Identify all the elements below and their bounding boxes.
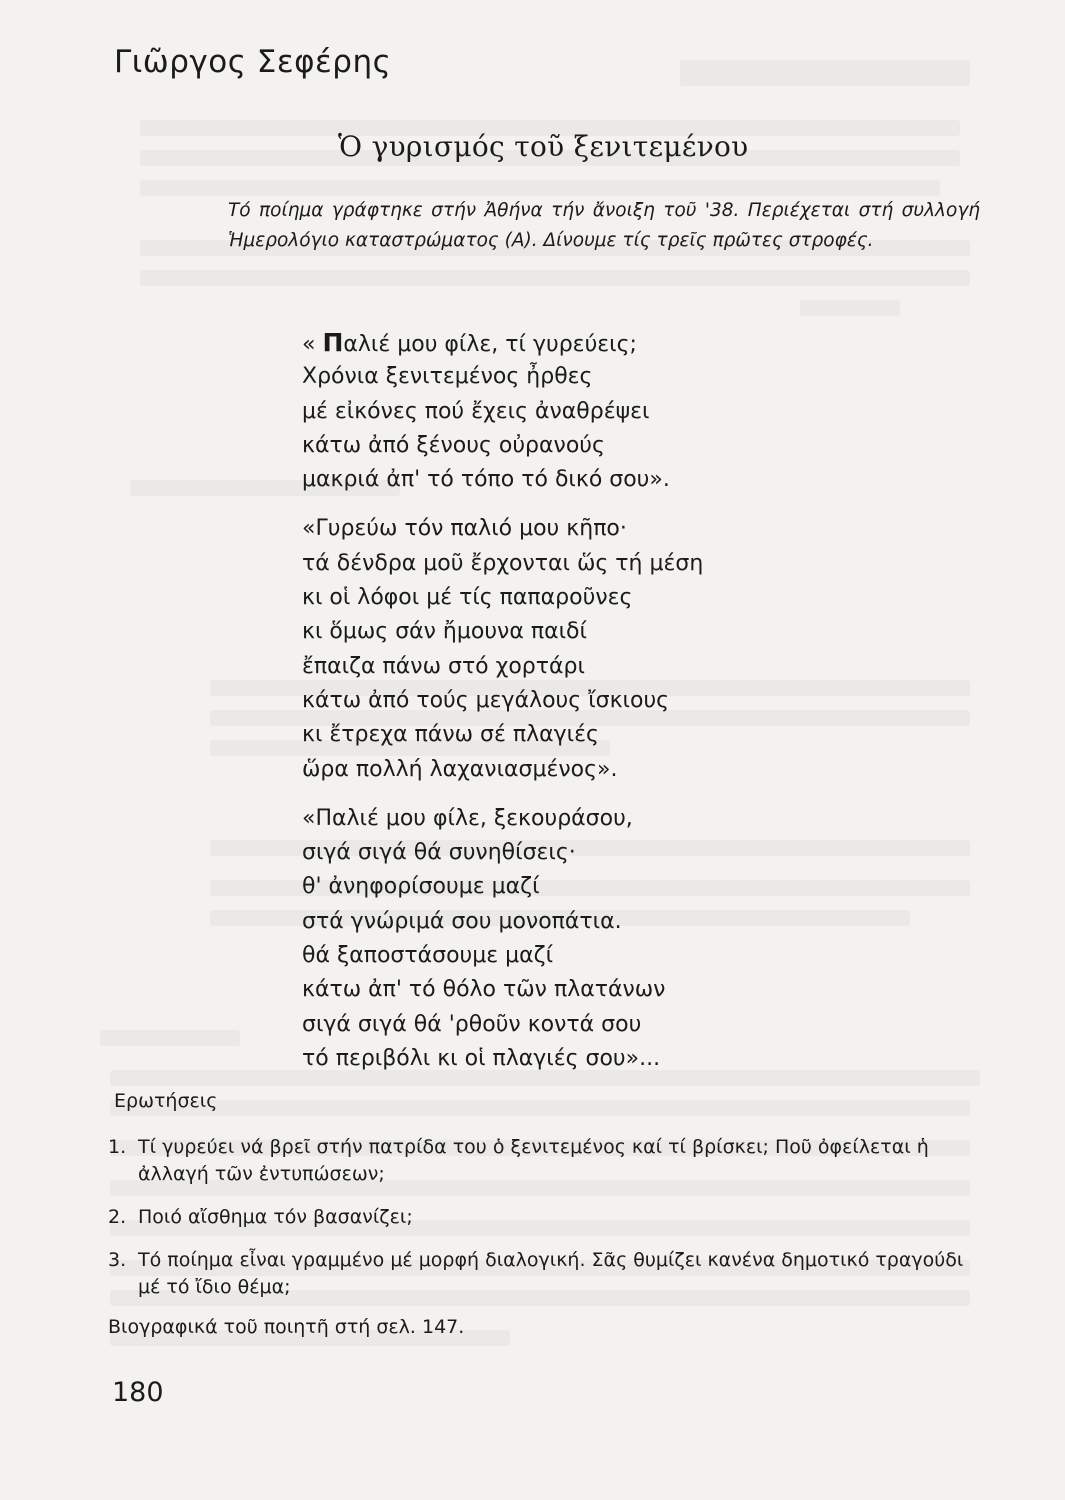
- poem-line: στά γνώριμά σου μονοπάτια.: [302, 908, 622, 934]
- author-name: Γιῶργος Σεφέρης: [114, 44, 392, 80]
- poem-line: κάτω ἀπ' τό θόλο τῶν πλατάνων: [302, 977, 666, 1003]
- poem-line: θ' ἀνηφορίσουμε μαζί: [302, 874, 540, 900]
- poem-line: κάτω ἀπό ξένους οὐρανούς: [302, 432, 605, 458]
- question-item: [108, 1204, 978, 1231]
- questions-heading: Ερωτήσεις: [114, 1090, 218, 1112]
- poem-title: Ὁ γυρισμός τοῦ ξενιτεμένου: [338, 130, 749, 163]
- poem-line: θά ξαποστάσουμε μαζί: [302, 943, 554, 969]
- poem-line: [302, 326, 822, 360]
- stanza-1: [302, 326, 822, 497]
- poem-line: τό περιβόλι κι οἱ πλαγιές σου»...: [302, 1045, 661, 1071]
- stanza-3: [302, 802, 822, 1076]
- question-item: [108, 1247, 978, 1301]
- poem-line: κι ἔτρεχα πάνω σέ πλαγιές: [302, 722, 599, 748]
- question-number: 1.: [108, 1136, 127, 1158]
- question-text: Ποιό αἴσθημα τόν βασανίζει;: [138, 1206, 413, 1228]
- poem-line: μέ εἰκόνες πού ἔχεις ἀναθρέψει: [302, 398, 650, 424]
- question-number: 3.: [108, 1249, 127, 1271]
- poem-line: κι ὅμως σάν ἤμουνα παιδί: [302, 619, 587, 645]
- poem-line: κι οἱ λόφοι μέ τίς παπαροῦνες: [302, 585, 633, 611]
- drop-cap: Π: [322, 328, 344, 357]
- question-number: 2.: [108, 1206, 127, 1228]
- questions-list: [108, 1134, 978, 1317]
- question-text: Τό ποίημα εἶναι γραμμένο μέ μορφή διαλογική. Σᾶς θυμίζει κανένα δημοτικό τραγούδι μέ τό ἴδιο θέμα;: [138, 1249, 964, 1298]
- page-number: 180: [112, 1377, 164, 1408]
- poem-line: ἔπαιζα πάνω στό χορτάρι: [302, 653, 585, 679]
- poem-line: ὥρα πολλή λαχανιασμένος».: [302, 756, 618, 782]
- poem-line: κάτω ἀπό τούς μεγάλους ἴσκιους: [302, 687, 670, 713]
- poem-line: «Γυρεύω τόν παλιό μου κῆπο·: [302, 516, 627, 542]
- poem-line: Χρόνια ξενιτεμένος ἦρθες: [302, 364, 593, 390]
- question-item: [108, 1134, 978, 1188]
- open-quote: «: [302, 332, 323, 357]
- intro-paragraph: Τό ποίημα γράφτηκε στήν Ἀθήνα τήν ἄνοιξη τοῦ '38. Περιέχεται στή συλλογή Ἡμερολόγιο καταστρώματος (Α). Δίνουμε τίς τρεῖς πρῶτες στροφές.: [228, 200, 980, 251]
- poem-line: τά δένδρα μοῦ ἔρχονται ὥς τή μέση: [302, 550, 704, 576]
- first-line-rest: αλιέ μου φίλε, τί γυρεύεις;: [343, 332, 637, 357]
- poem-line: σιγά σιγά θά 'ρθοῦν κοντά σου: [302, 1011, 642, 1037]
- poem-line: «Παλιέ μου φίλε, ξεκουράσου,: [302, 805, 633, 831]
- stanza-2: [302, 512, 822, 786]
- question-text: Τί γυρεύει νά βρεῖ στήν πατρίδα του ὁ ξενιτεμένος καί τί βρίσκει; Ποῦ ὀφείλεται ἡ ἀλλαγή τῶν ἐντυπώσεων;: [138, 1136, 929, 1185]
- poem-line: σιγά σιγά θά συνηθίσεις·: [302, 840, 576, 866]
- poem-line: μακριά ἀπ' τό τόπο τό δικό σου».: [302, 467, 670, 493]
- biography-note: Βιογραφικά τοῦ ποιητῆ στή σελ. 147.: [108, 1316, 465, 1338]
- poem-body: [302, 326, 822, 1076]
